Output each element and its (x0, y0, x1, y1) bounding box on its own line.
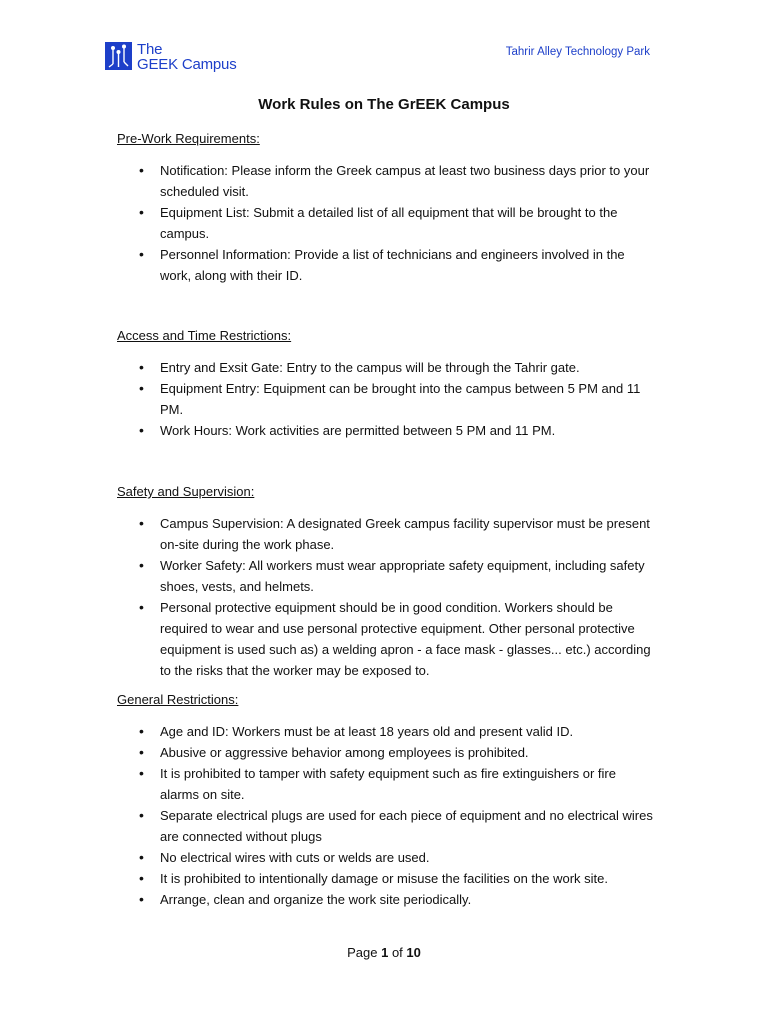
list-item: • Personal protective equipment should be in good condition. Workers should be required to wear and use personal protective equipment. Other personal protective equipment is used such as) a welding apron - a face mask - glasses... etc.) according to the risks that the worker may be exposed to. (117, 597, 657, 681)
section-heading-access: Access and Time Restrictions: (117, 328, 292, 343)
list-item: • Campus Supervision: A designated Greek campus facility supervisor must be present on-site during the work phase. (117, 513, 657, 555)
logo-line-2: GEEK Campus (137, 56, 237, 73)
total-page-count: 10 (406, 945, 421, 960)
list-item: • It is prohibited to tamper with safety equipment such as fire extinguishers or fire alarms on site. (117, 763, 657, 805)
safety-list (117, 513, 657, 681)
of-label: of (391, 945, 403, 960)
document-title: Work Rules on The GrEEK Campus (258, 96, 510, 113)
list-item: • Arrange, clean and organize the work site periodically. (117, 889, 657, 910)
greek-campus-logo (105, 42, 237, 72)
page-label: Page (347, 945, 378, 960)
header-location: Tahrir Alley Technology Park (505, 46, 650, 58)
list-item: • Personnel Information: Provide a list of technicians and engineers involved in the work, along with their ID. (117, 244, 657, 286)
list-item: • Age and ID: Workers must be at least 18 years old and present valid ID. (117, 721, 657, 742)
section-heading-safety: Safety and Supervision: (117, 484, 255, 499)
general-list (117, 721, 657, 910)
list-item: • No electrical wires with cuts or welds are used. (117, 847, 657, 868)
list-item: • Separate electrical plugs are used for each piece of equipment and no electrical wires are connected without plugs (117, 805, 657, 847)
list-item: • Entry and Exsit Gate: Entry to the campus will be through the Tahrir gate. (117, 357, 657, 378)
list-item: • Work Hours: Work activities are permitted between 5 PM and 11 PM. (117, 420, 657, 441)
list-item: • Abusive or aggressive behavior among employees is prohibited. (117, 742, 657, 763)
list-item: • Equipment List: Submit a detailed list of all equipment that will be brought to the campus. (117, 202, 657, 244)
list-item: • Worker Safety: All workers must wear appropriate safety equipment, including safety shoes, vests, and helmets. (117, 555, 657, 597)
section-heading-pre-work: Pre-Work Requirements: (117, 131, 260, 146)
logo-line-1: The (137, 41, 163, 58)
access-list (117, 357, 657, 441)
circuit-logo-icon (105, 42, 132, 70)
list-item: • It is prohibited to intentionally damage or misuse the facilities on the work site. (117, 868, 657, 889)
page-number-footer (0, 945, 768, 960)
section-heading-general: General Restrictions: (117, 692, 239, 707)
list-item: • Equipment Entry: Equipment can be brought into the campus between 5 PM and 11 PM. (117, 378, 657, 420)
pre-work-list (117, 160, 657, 286)
list-item: • Notification: Please inform the Greek campus at least two business days prior to your scheduled visit. (117, 160, 657, 202)
current-page-number: 1 (381, 945, 389, 960)
